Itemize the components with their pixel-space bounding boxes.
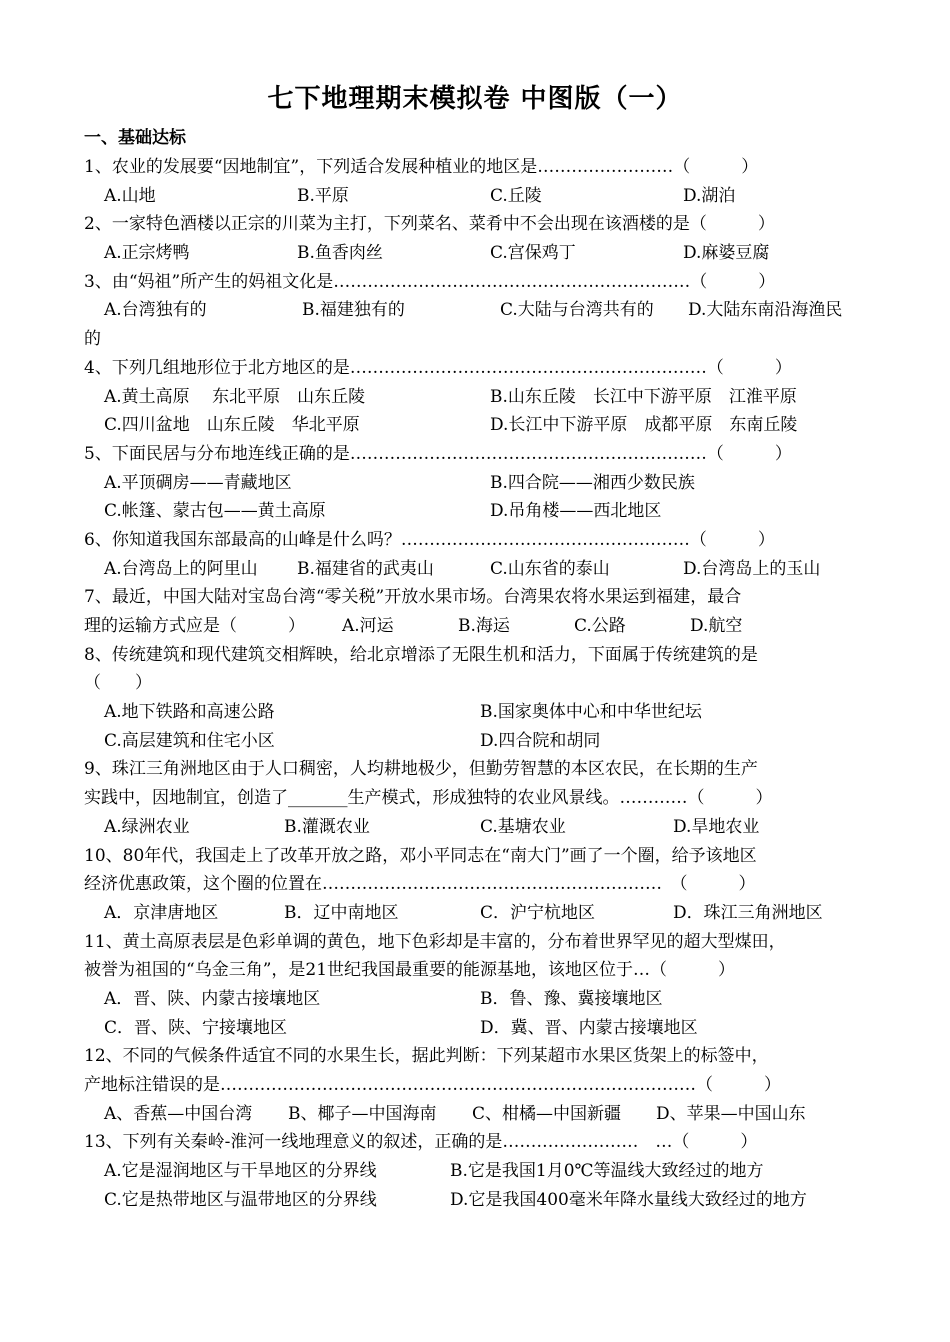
option-a: A.黄土高原 东北平原 山东丘陵 [104,386,366,407]
option-b: B.平原 [297,185,349,206]
option-d: D.大陆东南沿海渔民 [688,300,843,321]
option-d: D.长江中下游平原 成都平原 东南丘陵 [490,415,798,436]
option-b: B.国家奥体中心和中华世纪坛 [480,702,702,723]
question-12-options [84,1100,884,1129]
question-8-stem: 8、传统建筑和现代建筑交相辉映，给北京增添了无限生机和活力，下面属于传统建筑的是 [84,644,758,665]
question-5-options-row-2 [84,497,884,526]
question-8-options-row-2 [84,727,884,756]
option-a: A、香蕉—中国台湾 [104,1103,253,1124]
question-6-options [84,555,884,584]
option-a: A.平顶碉房——青藏地区 [104,472,292,493]
option-a: A.它是湿润地区与干旱地区的分界线 [104,1161,377,1182]
option-b: B.鱼香肉丝 [297,243,383,264]
option-c: C.四川盆地 山东丘陵 华北平原 [104,415,360,436]
question-13-options-row-1 [84,1157,884,1186]
question-1-stem: 1、农业的发展要“因地制宜”，下列适合发展种植业的地区是……………………（ ） [84,157,759,177]
question-10-stem: 10、80年代，我国走上了改革开放之路，邓小平同志在“南大门”画了一个圈，给予该地区 [84,845,757,866]
question-13-options-row-2 [84,1186,884,1215]
option-d: D.它是我国400毫米年降水量线大致经过的地方 [450,1189,807,1210]
option-d: D.台湾岛上的玉山 [683,558,821,579]
question-list [84,153,884,1214]
option-b: B.海运 [458,616,510,636]
question-8-answer-slot: （ ） [84,673,152,694]
page-title: 七下地理期末模拟卷 中图版（一） [267,84,683,114]
option-c: C、柑橘—中国新疆 [472,1103,622,1124]
question-10-options [84,899,884,928]
question-11-stem-2: 被誉为祖国的“乌金三角”，是21世纪我国最重要的能源基地，该地区位于…（ ） [84,960,736,981]
question-7-stem-end: 理的运输方式应是（ ） [84,616,305,636]
question-12-stem-2: 产地标注错误的是…………………………………………………………………………（ ） [84,1075,781,1095]
option-c: C.公路 [574,616,626,636]
option-c: C.山东省的泰山 [490,558,610,579]
option-b: B.它是我国1月0℃等温线大致经过的地方 [450,1161,764,1182]
option-d: D．珠江三角洲地区 [673,902,823,923]
question-11-stem: 11、黄土高原表层是色彩单调的黄色，地下色彩却是丰富的，分布着世界罕见的超大型煤田， [84,931,786,952]
question-10-stem-2: 经济优惠政策，这个圈的位置在…………………………………………………… （ ） [84,874,756,895]
question-3-stem: 3、由“妈祖”所产生的妈祖文化是………………………………………………………（ ） [84,271,776,292]
question-8-options-row-1 [84,698,884,727]
option-b: B．辽中南地区 [284,902,399,923]
question-12-stem: 12、不同的气候条件适宜不同的水果生长，据此判断：下列某超市水果区货架上的标签中， [84,1046,769,1067]
option-d: D.麻婆豆腐 [683,243,770,264]
question-13-stem: 13、下列有关秦岭-淮河一线地理意义的叙述，正确的是…………………… …（ ） [84,1132,758,1153]
question-9-stem-2: 实践中，因地制宜，创造了_______生产模式，形成独特的农业风景线。…………（ ） [84,788,773,809]
option-a: A．京津唐地区 [104,902,219,923]
option-d: D.吊角楼——西北地区 [490,501,662,522]
option-d: D.航空 [690,616,743,636]
question-9-stem: 9、珠江三角洲地区由于人口稠密，人均耕地极少，但勤劳智慧的本区农民，在长期的生产 [84,759,758,780]
option-b: B.灌溉农业 [284,816,370,837]
question-7-stem: 7、最近，中国大陆对宝岛台湾“零关税”开放水果市场。台湾果农将水果运到福建，最合 [84,587,742,608]
option-b: B．鲁、豫、冀接壤地区 [480,988,663,1009]
option-a: A.台湾岛上的阿里山 [104,558,258,579]
question-2-options [84,239,884,268]
question-11-options-row-2 [84,1014,884,1043]
option-c: C.基塘农业 [480,816,566,837]
question-4-options-row-1 [84,383,884,412]
option-c: C.帐篷、蒙古包——黄土高原 [104,501,326,522]
option-c: C．沪宁杭地区 [480,902,596,923]
question-4-options-row-2 [84,411,884,440]
option-b: B.四合院——湘西少数民族 [490,472,695,493]
option-a: A．晋、陕、内蒙古接壤地区 [104,988,321,1009]
option-b: B.福建独有的 [302,300,405,321]
option-a: A.河运 [342,616,394,636]
question-2-stem: 2、一家特色酒楼以正宗的川菜为主打，下列菜名、菜肴中不会出现在该酒楼的是（ ） [84,214,775,235]
question-4-stem: 4、下列几组地形位于北方地区的是………………………………………………………（ ） [84,357,792,378]
question-5-stem: 5、下面民居与分布地连线正确的是………………………………………………………（ ） [84,443,792,464]
option-a: A.台湾独有的 [104,300,207,321]
option-b: B、椰子—中国海南 [288,1103,437,1124]
question-7-stem-with-options [84,612,884,641]
question-5-options-row-1 [84,469,884,498]
option-b: B.山东丘陵 长江中下游平原 江淮平原 [490,386,797,407]
option-a: A.地下铁路和高速公路 [104,702,275,723]
option-d: D.四合院和胡同 [480,730,601,751]
question-6-stem: 6、你知道我国东部最高的山峰是什么吗？……………………………………………（ ） [84,529,775,550]
option-a: A.绿洲农业 [104,816,190,837]
option-d: D.湖泊 [683,185,736,206]
question-3-continuation: 的 [84,329,101,350]
option-c: C.它是热带地区与温带地区的分界线 [104,1189,377,1210]
option-c: C．晋、陕、宁接壤地区 [104,1017,288,1038]
option-a: A.山地 [104,185,156,206]
option-c: C.高层建筑和住宅小区 [104,730,275,751]
option-d: D.旱地农业 [673,816,760,837]
option-c: C.宫保鸡丁 [490,243,576,264]
question-9-options [84,813,884,842]
option-c: C.丘陵 [490,185,542,206]
option-d: D．冀、晋、内蒙古接壤地区 [480,1017,698,1038]
question-1-options [84,182,884,211]
option-b: B.福建省的武夷山 [297,558,434,579]
option-c: C.大陆与台湾共有的 [500,300,654,321]
option-d: D、苹果—中国山东 [656,1103,806,1124]
question-11-options-row-1 [84,985,884,1014]
question-3-options [84,296,884,325]
option-a: A.正宗烤鸭 [104,243,190,264]
section-heading: 一、基础达标 [84,128,186,148]
